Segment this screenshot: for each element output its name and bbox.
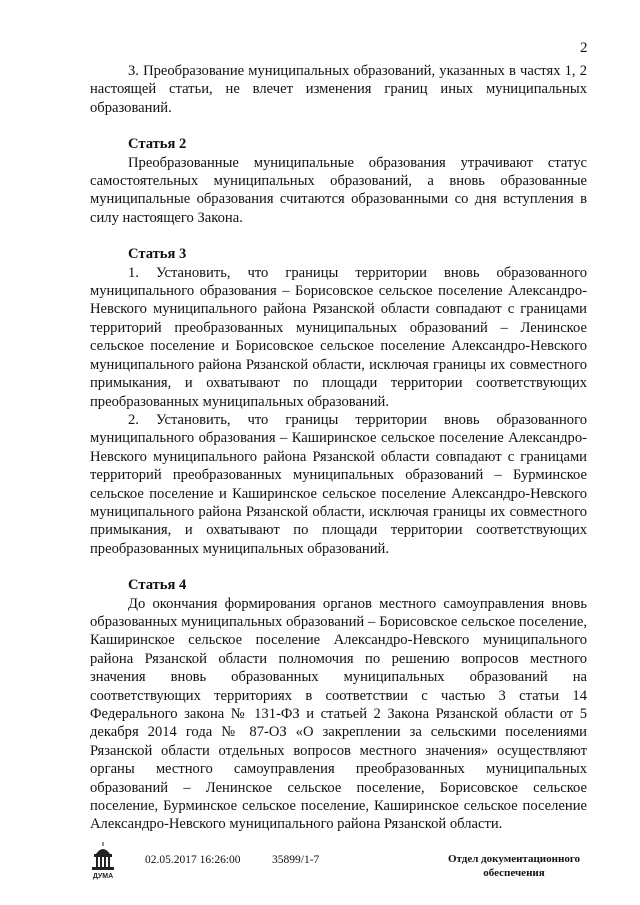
article3-heading: Статья 3 (128, 246, 187, 263)
page-number: 2 (580, 40, 588, 56)
footer-document-number: 35899/1-7 (272, 854, 320, 866)
article2-text: Преобразованные муниципальные образования утрачивают статус самостоятельных муниципальных образований, а вновь образованные муниципальные образования считаются образованными со дня вступления в силу настоящего Закона. (90, 154, 587, 226)
footer-department-line2: обеспечения (483, 867, 545, 879)
footer-department-line1: Отдел документационного (447, 853, 581, 865)
duma-emblem-icon (88, 840, 118, 882)
article2-heading: Статья 2 (128, 136, 187, 153)
article3-paragraph-2: 2. Установить, что границы территории вновь образованного муниципального образования – Каширинское сельское поселение Александро-Невского муниципального района Рязанской области совпадают с границами территорий преобразованных муниципальных образований – Бурминское сельское поселение и Каширинское сельское поселение Александро-Невского муниципального района Рязанской области, исключая границы их совместного примыкания, и охватывают по площади территории соответствующих преобразованных муниципальных образований. (90, 411, 587, 557)
document-body (90, 62, 587, 834)
svg-text:ДУМА: ДУМА (92, 873, 114, 880)
footer-department (440, 852, 588, 880)
article4-heading: Статья 4 (128, 577, 187, 594)
footer-date: 02.05.2017 16:26:00 (145, 854, 241, 866)
article4-text: До окончания формирования органов местного самоуправления вновь образованных муниципальных образований – Борисовское сельское поселение, Каширинское сельское поселение Александро-Невского муниципального района Рязанской области полномочия по решению вопросов местного значения вновь образованных муниципальных образований на соответствующих территориях в соответствии с частью 3 статьи 14 Федерального закона № 131-ФЗ и статьей 2 Закона Рязанской области от 5 декабря 2014 года № 87-ОЗ «О закреплении за сельскими поселениями Рязанской области отдельных вопросов местного значения» осуществляют органы местного самоуправления преобразованных муниципальных образований – Ленинское сельское поселение, Борисовское сельское поселение, Бурминское сельское поселение, Каширинское сельское поселение Александро-Невского муниципального района Рязанской области. (90, 595, 587, 833)
footer (0, 838, 640, 898)
article1-paragraph-3: 3. Преобразование муниципальных образований, указанных в частях 1, 2 настоящей статьи, не влечет изменения границ иных муниципальных образований. (90, 63, 587, 116)
article3-paragraph-1: 1. Установить, что границы территории вновь образованного муниципального образования – Борисовское сельское поселение Александро-Невского муниципального района Рязанской области совпадают с границами территорий преобразованных муниципальных образований – Ленинское сельское поселение и Борисовское сельское поселение Александро-Невского муниципального района Рязанской области, исключая границы их совместного примыкания, и охватывают по площади территории соответствующих преобразованных муниципальных образований. (90, 264, 587, 410)
